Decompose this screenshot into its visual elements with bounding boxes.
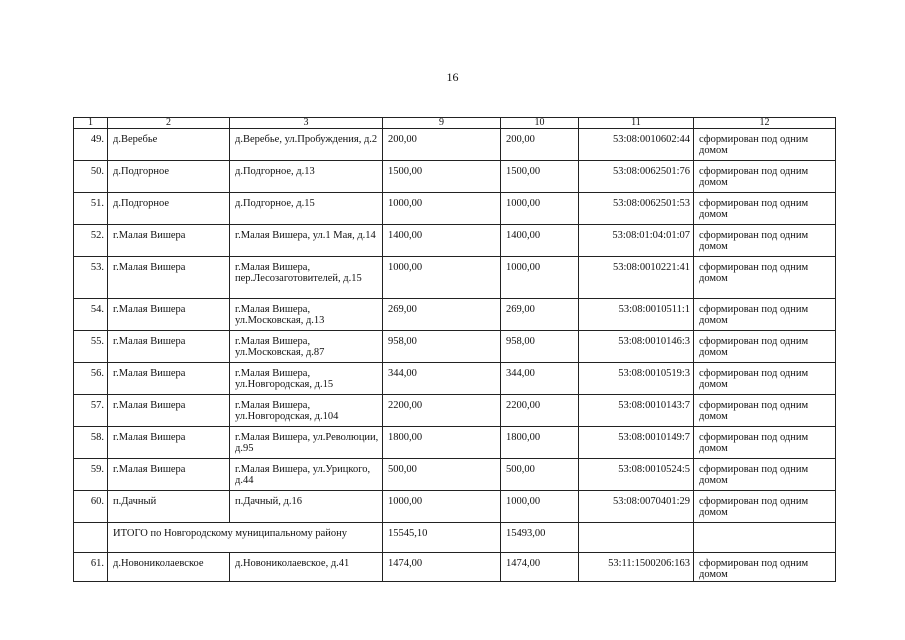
total-row (74, 523, 836, 553)
cadastral-number-cell: 53:11:1500206:163 (579, 553, 694, 582)
settlement-cell: г.Малая Вишера (108, 427, 230, 459)
row-number: 57. (74, 395, 108, 427)
area-cell: 1000,00 (383, 257, 501, 299)
column-header: 11 (579, 118, 694, 129)
row-number: 56. (74, 363, 108, 395)
column-header: 12 (694, 118, 836, 129)
cadastral-number-cell: 53:08:0062501:76 (579, 161, 694, 193)
table-row (74, 553, 836, 582)
address-cell: г.Малая Вишера, ул.Московская, д.87 (230, 331, 383, 363)
area-cell: 1800,00 (501, 427, 579, 459)
empty-cell (74, 523, 108, 553)
table-row (74, 395, 836, 427)
area-cell: 269,00 (383, 299, 501, 331)
address-cell: г.Малая Вишера, ул.Новгородская, д.15 (230, 363, 383, 395)
total-area-cell: 15493,00 (501, 523, 579, 553)
empty-cell (694, 523, 836, 553)
cadastral-number-cell: 53:08:01:04:01:07 (579, 225, 694, 257)
row-number: 58. (74, 427, 108, 459)
area-cell: 1000,00 (501, 491, 579, 523)
address-cell: г.Малая Вишера, пер.Лесозаготовителей, д.15 (230, 257, 383, 299)
row-number: 52. (74, 225, 108, 257)
area-cell: 1500,00 (501, 161, 579, 193)
area-cell: 1000,00 (501, 193, 579, 225)
area-cell: 200,00 (383, 129, 501, 161)
cadastral-number-cell: 53:08:0010221:41 (579, 257, 694, 299)
address-cell: д.Подгорное, д.13 (230, 161, 383, 193)
cadastral-number-cell: 53:08:0010602:44 (579, 129, 694, 161)
area-cell: 1000,00 (501, 257, 579, 299)
address-cell: д.Веребье, ул.Пробуждения, д.2 (230, 129, 383, 161)
area-cell: 500,00 (383, 459, 501, 491)
table-row (74, 225, 836, 257)
row-number: 50. (74, 161, 108, 193)
settlement-cell: д.Новониколаевское (108, 553, 230, 582)
row-number: 49. (74, 129, 108, 161)
address-cell: п.Дачный, д.16 (230, 491, 383, 523)
settlement-cell: д.Подгорное (108, 193, 230, 225)
area-cell: 1474,00 (501, 553, 579, 582)
cadastral-number-cell: 53:08:0010511:1 (579, 299, 694, 331)
area-cell: 1400,00 (501, 225, 579, 257)
area-cell: 500,00 (501, 459, 579, 491)
total-area-cell: 15545,10 (383, 523, 501, 553)
column-number-row (74, 118, 836, 129)
settlement-cell: г.Малая Вишера (108, 299, 230, 331)
status-cell: сформирован под одним домом (694, 363, 836, 395)
table-row (74, 193, 836, 225)
cadastral-number-cell: 53:08:0062501:53 (579, 193, 694, 225)
table-row (74, 257, 836, 299)
table-row (74, 161, 836, 193)
column-header: 10 (501, 118, 579, 129)
settlement-cell: г.Малая Вишера (108, 225, 230, 257)
settlement-cell: г.Малая Вишера (108, 331, 230, 363)
address-cell: г.Малая Вишера, ул.Урицкого, д.44 (230, 459, 383, 491)
status-cell: сформирован под одним домом (694, 459, 836, 491)
address-cell: д.Новониколаевское, д.41 (230, 553, 383, 582)
status-cell: сформирован под одним домом (694, 225, 836, 257)
address-cell: д.Подгорное, д.15 (230, 193, 383, 225)
status-cell: сформирован под одним домом (694, 129, 836, 161)
status-cell: сформирован под одним домом (694, 257, 836, 299)
column-header: 1 (74, 118, 108, 129)
cadastral-number-cell: 53:08:0010146:3 (579, 331, 694, 363)
area-cell: 1500,00 (383, 161, 501, 193)
row-number: 51. (74, 193, 108, 225)
row-number: 53. (74, 257, 108, 299)
settlement-cell: д.Подгорное (108, 161, 230, 193)
area-cell: 2200,00 (383, 395, 501, 427)
total-label: ИТОГО по Новгородскому муниципальному району (108, 523, 383, 553)
row-number: 59. (74, 459, 108, 491)
area-cell: 344,00 (383, 363, 501, 395)
column-header: 2 (108, 118, 230, 129)
settlement-cell: г.Малая Вишера (108, 363, 230, 395)
column-header: 3 (230, 118, 383, 129)
address-cell: г.Малая Вишера, ул.Новгородская, д.104 (230, 395, 383, 427)
settlement-cell: г.Малая Вишера (108, 459, 230, 491)
area-cell: 1474,00 (383, 553, 501, 582)
cadastral-number-cell: 53:08:0010524:5 (579, 459, 694, 491)
row-number: 61. (74, 553, 108, 582)
cadastral-number-cell: 53:08:0070401:29 (579, 491, 694, 523)
status-cell: сформирован под одним домом (694, 331, 836, 363)
settlement-cell: г.Малая Вишера (108, 257, 230, 299)
status-cell: сформирован под одним домом (694, 193, 836, 225)
area-cell: 1000,00 (383, 491, 501, 523)
area-cell: 1400,00 (383, 225, 501, 257)
settlement-cell: д.Веребье (108, 129, 230, 161)
land-plots-table (73, 117, 836, 582)
table-row (74, 363, 836, 395)
status-cell: сформирован под одним домом (694, 491, 836, 523)
status-cell: сформирован под одним домом (694, 299, 836, 331)
page-number: 16 (446, 70, 459, 84)
table-row (74, 299, 836, 331)
settlement-cell: п.Дачный (108, 491, 230, 523)
address-cell: г.Малая Вишера, ул.Московская, д.13 (230, 299, 383, 331)
status-cell: сформирован под одним домом (694, 427, 836, 459)
empty-cell (579, 523, 694, 553)
area-cell: 958,00 (383, 331, 501, 363)
area-cell: 2200,00 (501, 395, 579, 427)
status-cell: сформирован под одним домом (694, 395, 836, 427)
row-number: 55. (74, 331, 108, 363)
area-cell: 200,00 (501, 129, 579, 161)
area-cell: 269,00 (501, 299, 579, 331)
row-number: 54. (74, 299, 108, 331)
area-cell: 1800,00 (383, 427, 501, 459)
area-cell: 958,00 (501, 331, 579, 363)
row-number: 60. (74, 491, 108, 523)
cadastral-number-cell: 53:08:0010519:3 (579, 363, 694, 395)
table-row (74, 331, 836, 363)
status-cell: сформирован под одним домом (694, 161, 836, 193)
cadastral-number-cell: 53:08:0010143:7 (579, 395, 694, 427)
table-row (74, 491, 836, 523)
address-cell: г.Малая Вишера, ул.1 Мая, д.14 (230, 225, 383, 257)
column-header: 9 (383, 118, 501, 129)
table-row (74, 459, 836, 491)
area-cell: 344,00 (501, 363, 579, 395)
status-cell: сформирован под одним домом (694, 553, 836, 582)
area-cell: 1000,00 (383, 193, 501, 225)
cadastral-number-cell: 53:08:0010149:7 (579, 427, 694, 459)
table-row (74, 129, 836, 161)
table-row (74, 427, 836, 459)
address-cell: г.Малая Вишера, ул.Революции, д.95 (230, 427, 383, 459)
settlement-cell: г.Малая Вишера (108, 395, 230, 427)
